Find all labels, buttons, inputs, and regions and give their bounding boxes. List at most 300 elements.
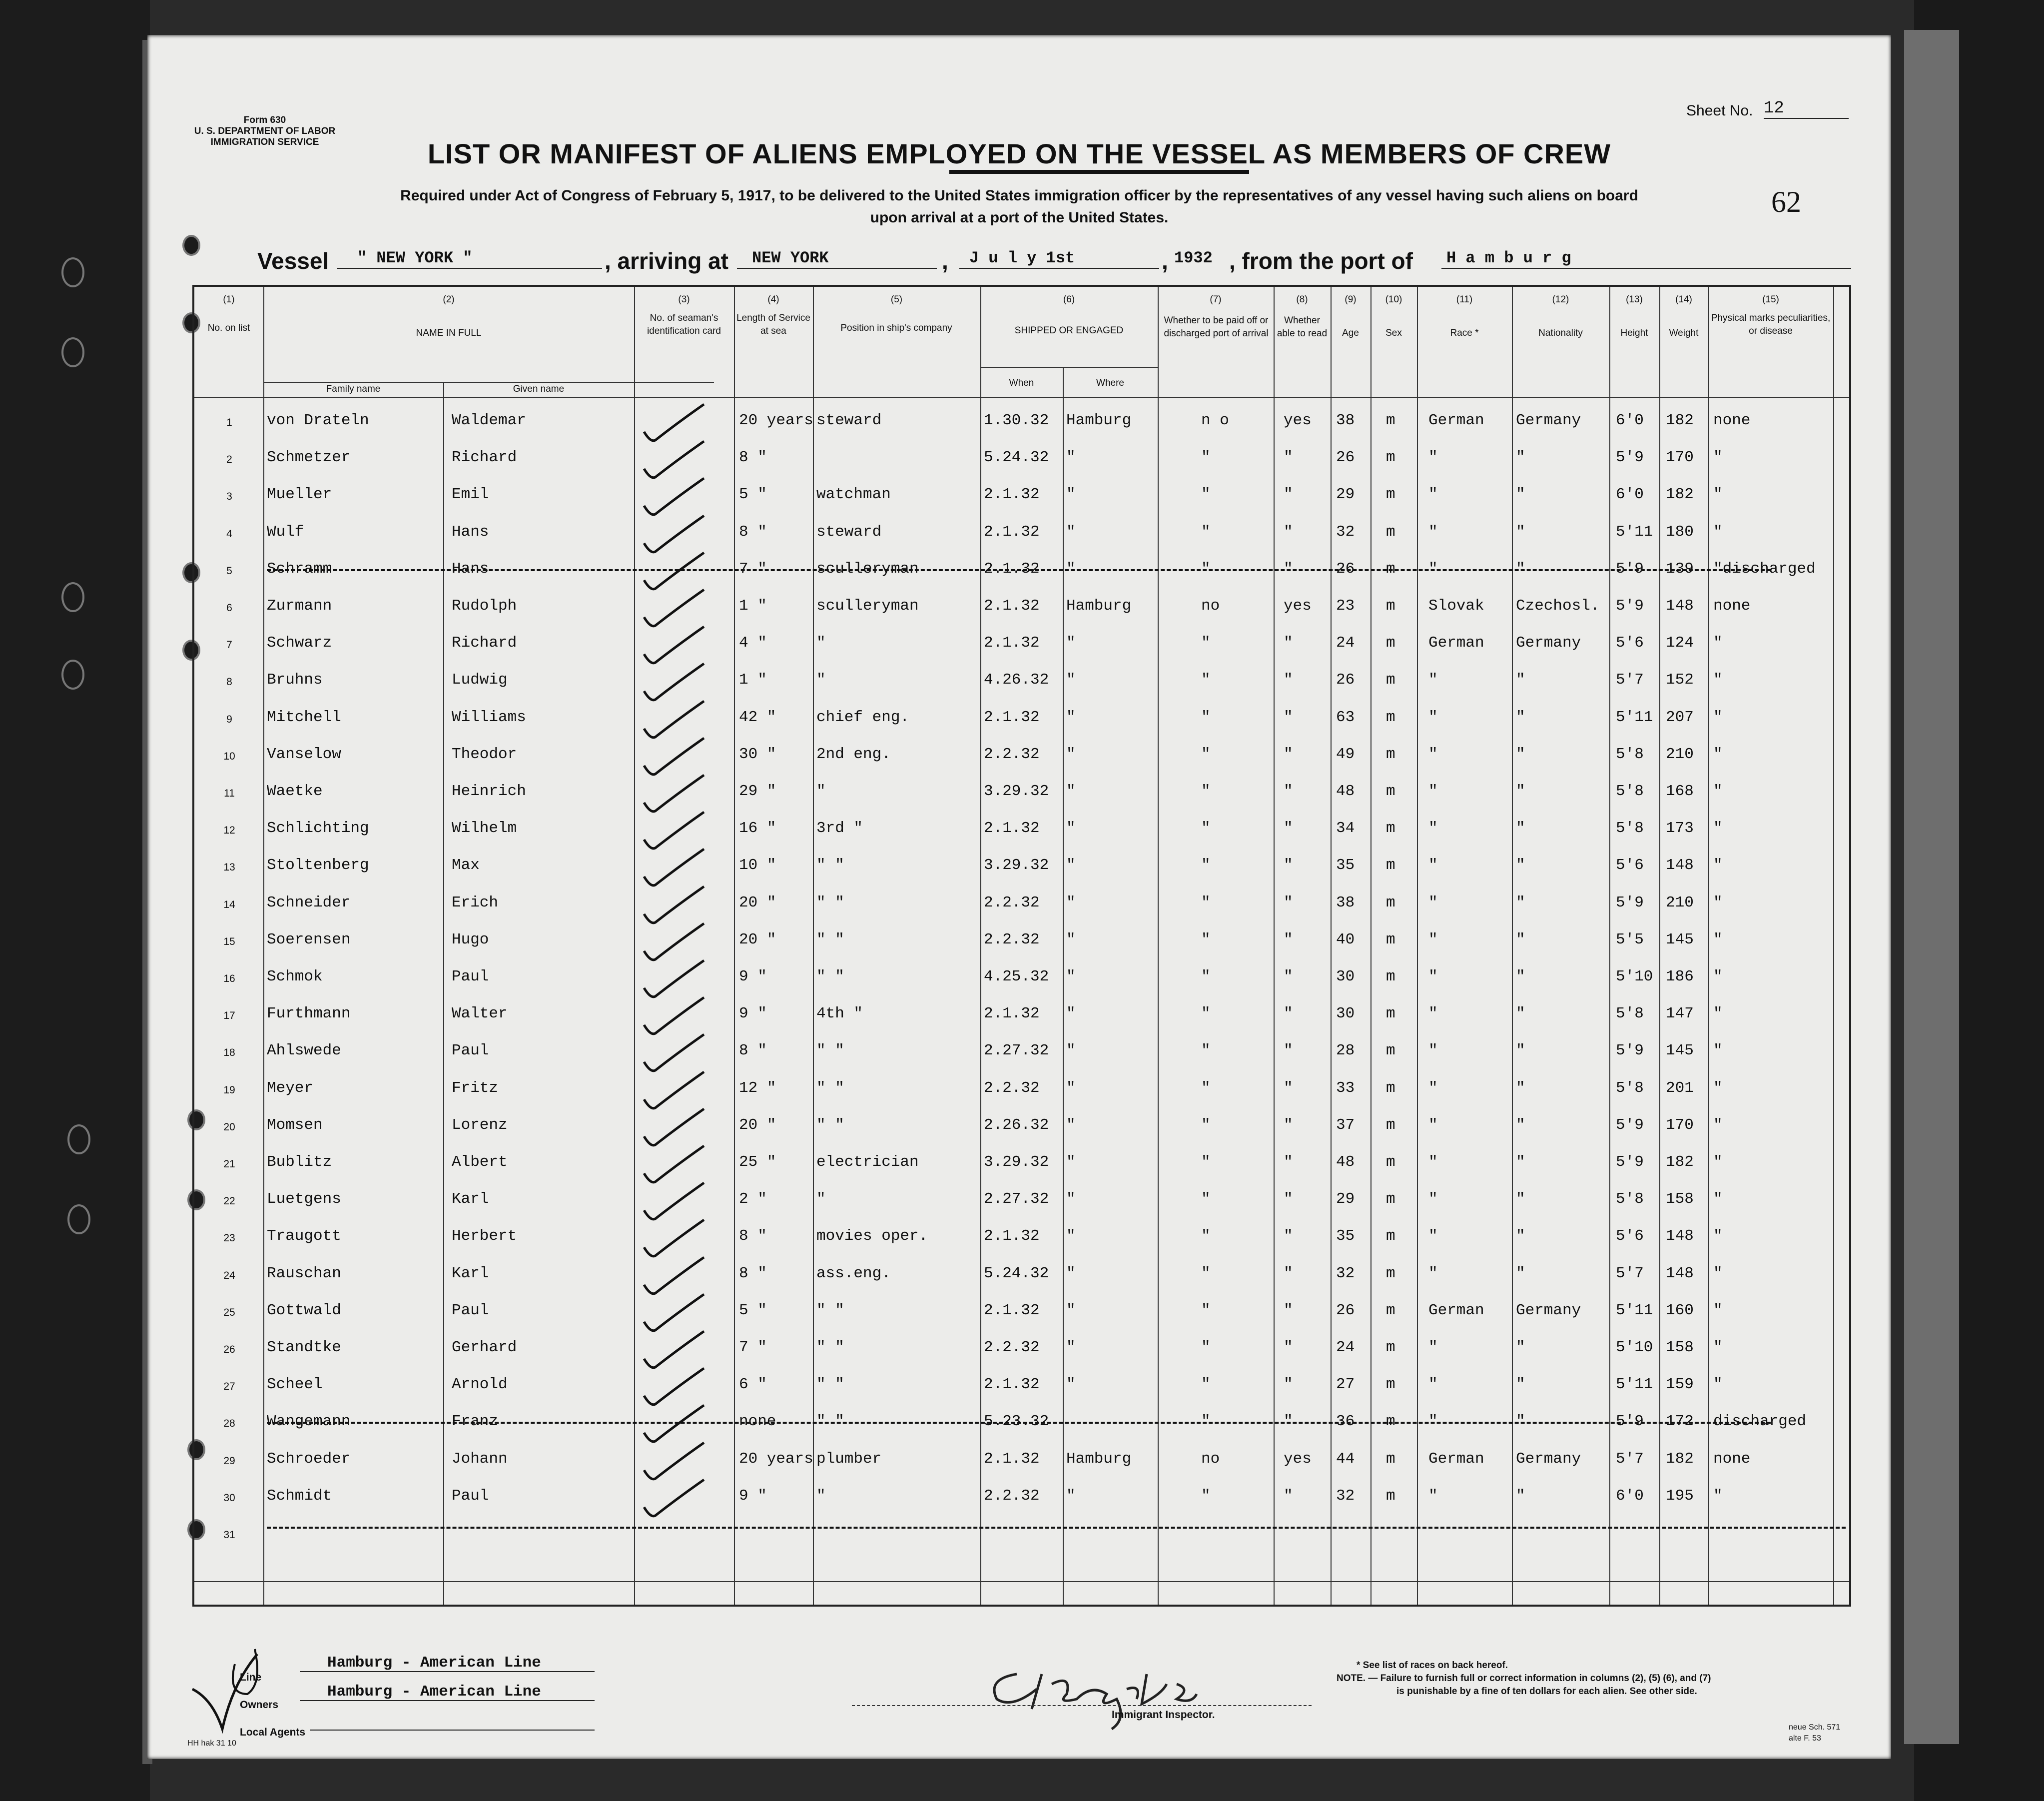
weight-cell: 182 xyxy=(1666,412,1694,429)
sex-cell: m xyxy=(1386,894,1395,911)
manifest-sheet xyxy=(147,35,1891,1759)
row-number: 24 xyxy=(223,1269,235,1281)
shipped-where-cell: " xyxy=(1066,745,1076,763)
family-name-cell: Schmetzer xyxy=(267,449,351,467)
from-port-label: , from the port of xyxy=(1229,248,1413,274)
race-cell: " xyxy=(1428,671,1438,689)
sex-cell: m xyxy=(1386,857,1395,875)
shipped-where-cell: " xyxy=(1066,1153,1076,1171)
shipped-when-cell: 2.27.32 xyxy=(984,1190,1049,1208)
col-divider xyxy=(263,287,264,1605)
sex-cell: m xyxy=(1386,968,1395,985)
family-name-cell: Scheel xyxy=(267,1376,323,1394)
family-name-cell: Schneider xyxy=(267,894,351,911)
shipped-where-cell: " xyxy=(1066,1487,1076,1505)
age-cell: 40 xyxy=(1336,930,1355,948)
weight-cell: 148 xyxy=(1666,1264,1694,1282)
height-cell: 5'11 xyxy=(1616,1301,1653,1319)
service-length-cell: 20 years xyxy=(739,412,813,429)
height-cell: 5'8 xyxy=(1616,820,1644,838)
col-divider xyxy=(1331,287,1332,1605)
race-cell: " xyxy=(1428,1116,1438,1134)
nationality-cell: " xyxy=(1516,1339,1525,1356)
sex-cell: m xyxy=(1386,1153,1395,1171)
shipped-when-cell: 2.2.32 xyxy=(984,894,1040,911)
arrival-date: J u l y 1st xyxy=(959,249,1159,269)
family-name-cell: Schmok xyxy=(267,968,323,985)
given-name-cell: Emil xyxy=(452,486,489,504)
weight-cell: 201 xyxy=(1666,1079,1694,1097)
sex-cell: m xyxy=(1386,1005,1395,1023)
weight-cell: 145 xyxy=(1666,930,1694,948)
binder-hole xyxy=(61,660,84,690)
physical-marks-cell: " xyxy=(1713,1153,1723,1171)
col-number: (13) xyxy=(1626,294,1643,305)
header-id-card: No. of seaman's identification card xyxy=(647,313,721,336)
family-name-cell: von Drateln xyxy=(267,412,369,429)
header-height: Height xyxy=(1620,328,1648,338)
col-divider xyxy=(1158,287,1159,1605)
given-name-cell: Hans xyxy=(452,560,489,578)
given-name-cell: Hugo xyxy=(452,930,489,948)
given-name-cell: Karl xyxy=(452,1264,489,1282)
position-cell: " " xyxy=(816,968,844,985)
physical-marks-cell: " xyxy=(1713,1042,1723,1060)
col-number: (3) xyxy=(678,294,690,305)
header-family-name: Family name xyxy=(326,384,381,394)
height-cell: 5'6 xyxy=(1616,1227,1644,1245)
paid-off-cell: " xyxy=(1201,560,1211,578)
given-name-cell: Paul xyxy=(452,1042,489,1060)
col-divider xyxy=(443,382,444,1605)
age-cell: 26 xyxy=(1336,671,1355,689)
race-cell: " xyxy=(1428,1042,1438,1060)
paid-off-cell: " xyxy=(1201,1153,1211,1171)
local-agents-value xyxy=(310,1712,595,1731)
nationality-cell: " xyxy=(1516,1116,1525,1134)
physical-marks-cell: discharged xyxy=(1713,1413,1807,1431)
closing-dash-line xyxy=(267,1527,1846,1529)
shipped-where-cell: " xyxy=(1066,894,1076,911)
shipped-where-cell: " xyxy=(1066,1376,1076,1394)
family-name-cell: Bruhns xyxy=(267,671,323,689)
col-divider xyxy=(1417,287,1418,1605)
age-cell: 30 xyxy=(1336,968,1355,985)
shipped-when-cell: 2.2.32 xyxy=(984,1079,1040,1097)
service-length-cell: 2 " xyxy=(739,1190,767,1208)
position-cell: " " xyxy=(816,930,844,948)
able-to-read-cell: " xyxy=(1284,1005,1293,1023)
strike-through-line xyxy=(267,1422,1771,1424)
able-to-read-cell: " xyxy=(1284,449,1293,467)
given-name-cell: Paul xyxy=(452,1487,489,1505)
age-cell: 28 xyxy=(1336,1042,1355,1060)
height-cell: 5'6 xyxy=(1616,634,1644,652)
race-cell: " xyxy=(1428,1376,1438,1394)
family-name-cell: Schwarz xyxy=(267,634,332,652)
handwritten-page-number: 62 xyxy=(1771,185,1801,218)
footnote-fine: is punishable by a fine of ten dollars for each alien. See other side. xyxy=(1396,1686,1697,1697)
col-divider xyxy=(1063,367,1064,1605)
family-name-cell: Traugott xyxy=(267,1227,341,1245)
binder-hole xyxy=(61,257,84,287)
age-cell: 32 xyxy=(1336,1487,1355,1505)
position-cell: watchman xyxy=(816,486,891,504)
height-cell: 5'8 xyxy=(1616,1005,1644,1023)
physical-marks-cell: " xyxy=(1713,745,1723,763)
row-number: 5 xyxy=(226,565,232,577)
sex-cell: m xyxy=(1386,820,1395,838)
header-sex: Sex xyxy=(1385,328,1402,338)
sex-cell: m xyxy=(1386,1116,1395,1134)
physical-marks-cell: " xyxy=(1713,449,1723,467)
height-cell: 5'9 xyxy=(1616,1042,1644,1060)
service-length-cell: 20 years xyxy=(739,1450,813,1468)
col-number: (7) xyxy=(1210,294,1222,305)
given-name-cell: Paul xyxy=(452,968,489,985)
shipped-when-cell: 2.2.32 xyxy=(984,1339,1040,1356)
shipped-where-cell: " xyxy=(1066,1116,1076,1134)
weight-cell: 210 xyxy=(1666,894,1694,911)
nationality-cell: " xyxy=(1516,486,1525,504)
physical-marks-cell: " xyxy=(1713,783,1723,800)
binder-hole xyxy=(67,1204,90,1234)
shipped-where-cell: " xyxy=(1066,523,1076,541)
row-number: 22 xyxy=(223,1195,235,1207)
position-cell: " xyxy=(816,783,826,800)
family-name-cell: Luetgens xyxy=(267,1190,341,1208)
service-length-cell: 25 " xyxy=(739,1153,776,1171)
physical-marks-cell: " xyxy=(1713,523,1723,541)
age-cell: 37 xyxy=(1336,1116,1355,1134)
owners-label: Owners xyxy=(240,1699,279,1711)
paid-off-cell: " xyxy=(1201,634,1211,652)
shipped-where-cell: " xyxy=(1066,1079,1076,1097)
title-underline xyxy=(949,170,1249,174)
paid-off-cell: " xyxy=(1201,745,1211,763)
nationality-cell: " xyxy=(1516,745,1525,763)
height-cell: 5'9 xyxy=(1616,1413,1644,1431)
col-number: (4) xyxy=(767,294,779,305)
service-length-cell: 5 " xyxy=(739,1301,767,1319)
paid-off-cell: " xyxy=(1201,1190,1211,1208)
shipped-when-cell: 2.1.32 xyxy=(984,1450,1040,1468)
paid-off-cell: " xyxy=(1201,857,1211,875)
paid-off-cell: no xyxy=(1201,1450,1220,1468)
shipped-where-cell: " xyxy=(1066,1042,1076,1060)
age-cell: 48 xyxy=(1336,1153,1355,1171)
family-name-cell: Mueller xyxy=(267,486,332,504)
given-name-cell: Williams xyxy=(452,708,526,726)
age-cell: 35 xyxy=(1336,857,1355,875)
height-cell: 5'7 xyxy=(1616,671,1644,689)
shipped-when-cell: 3.29.32 xyxy=(984,857,1049,875)
row-number: 27 xyxy=(223,1381,235,1393)
service-length-cell: 16 " xyxy=(739,820,776,838)
weight-cell: 210 xyxy=(1666,745,1694,763)
height-cell: 5'10 xyxy=(1616,1339,1653,1356)
page-title: LIST OR MANIFEST OF ALIENS EMPLOYED ON THE VESSEL AS MEMBERS OF CREW xyxy=(427,138,1611,169)
physical-marks-cell: none xyxy=(1713,1450,1751,1468)
col-number: (11) xyxy=(1456,294,1473,305)
family-name-cell: Ahlswede xyxy=(267,1042,341,1060)
paid-off-cell: " xyxy=(1201,894,1211,911)
height-cell: 5'9 xyxy=(1616,894,1644,911)
shipped-where-cell: " xyxy=(1066,857,1076,875)
weight-cell: 148 xyxy=(1666,1227,1694,1245)
service-length-cell: 10 " xyxy=(739,857,776,875)
service-length-cell: 20 " xyxy=(739,1116,776,1134)
shipped-where-cell: " xyxy=(1066,783,1076,800)
paid-off-cell: " xyxy=(1201,968,1211,985)
sex-cell: m xyxy=(1386,708,1395,726)
given-name-cell: Wilhelm xyxy=(452,820,517,838)
position-cell: " xyxy=(816,1190,826,1208)
age-cell: 30 xyxy=(1336,1005,1355,1023)
paid-off-cell: " xyxy=(1201,1413,1211,1431)
binder-hole xyxy=(67,1124,90,1154)
service-length-cell: none xyxy=(739,1413,776,1431)
weight-cell: 168 xyxy=(1666,783,1694,800)
header-given-name: Given name xyxy=(513,384,565,394)
nationality-cell: " xyxy=(1516,894,1525,911)
race-cell: " xyxy=(1428,449,1438,467)
sheet-number-label: Sheet No. xyxy=(1686,102,1753,119)
able-to-read-cell: " xyxy=(1284,634,1293,652)
header-physical-marks: Physical marks peculiarities, or disease xyxy=(1711,313,1831,336)
age-cell: 63 xyxy=(1336,708,1355,726)
shipped-when-cell: 5.24.32 xyxy=(984,1264,1049,1282)
shipped-when-cell: 2.1.32 xyxy=(984,523,1040,541)
family-name-cell: Schroeder xyxy=(267,1450,351,1468)
height-cell: 5'9 xyxy=(1616,560,1644,578)
given-name-cell: Karl xyxy=(452,1190,489,1208)
race-cell: " xyxy=(1428,708,1438,726)
weight-cell: 152 xyxy=(1666,671,1694,689)
age-cell: 48 xyxy=(1336,783,1355,800)
race-cell: " xyxy=(1428,968,1438,985)
race-cell: German xyxy=(1428,634,1484,652)
family-name-cell: Waetke xyxy=(267,783,323,800)
binder-hole xyxy=(61,582,84,612)
race-cell: Slovak xyxy=(1428,597,1484,615)
physical-marks-cell: " xyxy=(1713,1005,1723,1023)
signature-line xyxy=(852,1705,1312,1706)
sex-cell: m xyxy=(1386,523,1395,541)
position-cell: 3rd " xyxy=(816,820,863,838)
col-number: (10) xyxy=(1385,294,1402,305)
weight-cell: 147 xyxy=(1666,1005,1694,1023)
physical-marks-cell: "discharged xyxy=(1713,560,1816,578)
row-number: 11 xyxy=(224,788,235,799)
shipped-where-cell: Hamburg xyxy=(1066,597,1132,615)
given-name-cell: Theodor xyxy=(452,745,517,763)
header-able-read: Whether able to read xyxy=(1277,315,1328,339)
position-cell: " " xyxy=(816,894,844,911)
race-cell: " xyxy=(1428,857,1438,875)
vessel-label: Vessel xyxy=(257,248,329,274)
footnote xyxy=(1337,1659,1836,1698)
subtitle xyxy=(297,185,1741,229)
weight-cell: 172 xyxy=(1666,1413,1694,1431)
position-cell: " xyxy=(816,671,826,689)
physical-marks-cell: " xyxy=(1713,1190,1723,1208)
from-port: H a m b u r g xyxy=(1441,249,1851,269)
position-cell: steward xyxy=(816,523,882,541)
row-number: 23 xyxy=(223,1232,235,1244)
race-cell: " xyxy=(1428,560,1438,578)
col-number: (15) xyxy=(1762,294,1779,305)
physical-marks-cell: " xyxy=(1713,1079,1723,1097)
subtitle-line-1: Required under Act of Congress of February 5, 1917, to be delivered to the United States immigration officer by the representatives of any vessel having such aliens on board xyxy=(400,187,1638,204)
able-to-read-cell: " xyxy=(1284,968,1293,985)
col-divider xyxy=(1512,287,1513,1605)
paid-off-cell: n o xyxy=(1201,412,1229,429)
paid-off-cell: " xyxy=(1201,820,1211,838)
weight-cell: 182 xyxy=(1666,486,1694,504)
age-cell: 32 xyxy=(1336,523,1355,541)
physical-marks-cell: " xyxy=(1713,634,1723,652)
header-position: Position in ship's company xyxy=(840,323,952,333)
able-to-read-cell: " xyxy=(1284,1487,1293,1505)
family-name-cell: Soerensen xyxy=(267,930,351,948)
nationality-cell: " xyxy=(1516,560,1525,578)
able-to-read-cell: " xyxy=(1284,1339,1293,1356)
service-length-cell: 7 " xyxy=(739,560,767,578)
physical-marks-cell: " xyxy=(1713,671,1723,689)
header-weight: Weight xyxy=(1669,328,1699,338)
row-number: 6 xyxy=(226,602,232,614)
shipped-when-cell: 3.29.32 xyxy=(984,1153,1049,1171)
shipped-when-cell: 2.26.32 xyxy=(984,1116,1049,1134)
height-cell: 5'11 xyxy=(1616,1376,1653,1394)
weight-cell: 207 xyxy=(1666,708,1694,726)
age-cell: 36 xyxy=(1336,1413,1355,1431)
weight-cell: 159 xyxy=(1666,1376,1694,1394)
service-length-cell: 12 " xyxy=(739,1079,776,1097)
physical-marks-cell: " xyxy=(1713,1376,1723,1394)
row-number: 1 xyxy=(226,417,232,428)
able-to-read-cell: yes xyxy=(1284,597,1312,615)
nationality-cell: " xyxy=(1516,820,1525,838)
nationality-cell: " xyxy=(1516,1042,1525,1060)
row-number: 9 xyxy=(226,713,232,725)
header-name-in-full: NAME IN FULL xyxy=(416,328,482,338)
shipped-where-cell: Hamburg xyxy=(1066,412,1132,429)
weight-cell: 195 xyxy=(1666,1487,1694,1505)
height-cell: 5'6 xyxy=(1616,857,1644,875)
position-cell: 4th " xyxy=(816,1005,863,1023)
arrival-year: 1932 xyxy=(1174,249,1213,267)
weight-cell: 170 xyxy=(1666,449,1694,467)
shipped-where-cell: " xyxy=(1066,449,1076,467)
shipped-where-cell: " xyxy=(1066,634,1076,652)
height-cell: 5'8 xyxy=(1616,1079,1644,1097)
able-to-read-cell: yes xyxy=(1284,412,1312,429)
position-cell: sculleryman xyxy=(816,597,919,615)
shipped-when-cell: 4.25.32 xyxy=(984,968,1049,985)
physical-marks-cell: " xyxy=(1713,930,1723,948)
shipped-where-cell: Hamburg xyxy=(1066,1450,1132,1468)
position-cell: " " xyxy=(816,1116,844,1134)
line-value: Hamburg - American Line xyxy=(300,1654,595,1672)
age-cell: 49 xyxy=(1336,745,1355,763)
header-when: When xyxy=(1009,378,1034,388)
shipped-when-cell: 2.1.32 xyxy=(984,560,1040,578)
shipped-where-cell: " xyxy=(1066,1190,1076,1208)
race-cell: German xyxy=(1428,412,1484,429)
age-cell: 26 xyxy=(1336,560,1355,578)
paid-off-cell: " xyxy=(1201,449,1211,467)
shipped-when-cell: 2.1.32 xyxy=(984,708,1040,726)
able-to-read-cell: " xyxy=(1284,783,1293,800)
position-cell: movies oper. xyxy=(816,1227,928,1245)
service-length-cell: 20 " xyxy=(739,894,776,911)
paid-off-cell: " xyxy=(1201,930,1211,948)
service-length-cell: 8 " xyxy=(739,523,767,541)
physical-marks-cell: " xyxy=(1713,820,1723,838)
header-age: Age xyxy=(1342,328,1359,338)
able-to-read-cell: " xyxy=(1284,745,1293,763)
given-name-cell: Albert xyxy=(452,1153,508,1171)
given-name-cell: Herbert xyxy=(452,1227,517,1245)
sheet-punch-hole xyxy=(182,235,200,256)
height-cell: 5'7 xyxy=(1616,1450,1644,1468)
physical-marks-cell: " xyxy=(1713,1116,1723,1134)
physical-marks-cell: " xyxy=(1713,708,1723,726)
shipped-where-cell: " xyxy=(1066,1301,1076,1319)
row-number: 15 xyxy=(223,935,235,947)
comma-separator: , xyxy=(1162,248,1168,274)
line-label: Line xyxy=(240,1672,262,1683)
sex-cell: m xyxy=(1386,1376,1395,1394)
height-cell: 5'5 xyxy=(1616,930,1644,948)
paid-off-cell: " xyxy=(1201,1005,1211,1023)
family-name-cell: Furthmann xyxy=(267,1005,351,1023)
shipped-when-cell: 4.26.32 xyxy=(984,671,1049,689)
row-number: 3 xyxy=(226,491,232,503)
service-length-cell: 8 " xyxy=(739,449,767,467)
physical-marks-cell: " xyxy=(1713,486,1723,504)
paid-off-cell: " xyxy=(1201,1339,1211,1356)
physical-marks-cell: none xyxy=(1713,597,1751,615)
service-name: IMMIGRATION SERVICE xyxy=(210,137,319,147)
family-name-cell: Mitchell xyxy=(267,708,341,726)
row-number: 13 xyxy=(223,862,235,874)
schedule-old: alte F. 53 xyxy=(1789,1734,1821,1743)
sex-cell: m xyxy=(1386,560,1395,578)
service-length-cell: 8 " xyxy=(739,1264,767,1282)
given-name-cell: Heinrich xyxy=(452,783,526,800)
service-length-cell: 9 " xyxy=(739,968,767,985)
header-shipped-engaged: SHIPPED OR ENGAGED xyxy=(1014,325,1124,336)
race-cell: " xyxy=(1428,930,1438,948)
weight-cell: 186 xyxy=(1666,968,1694,985)
able-to-read-cell: " xyxy=(1284,894,1293,911)
position-cell: 2nd eng. xyxy=(816,745,891,763)
nationality-cell: " xyxy=(1516,708,1525,726)
service-length-cell: 30 " xyxy=(739,745,776,763)
given-name-cell: Fritz xyxy=(452,1079,499,1097)
strike-through-line xyxy=(267,569,1771,571)
given-name-cell: Franz xyxy=(452,1413,499,1431)
row-number: 31 xyxy=(223,1529,235,1541)
sex-cell: m xyxy=(1386,412,1395,429)
footnote-note: NOTE. — Failure to furnish full or correct information in columns (2), (5) (6), and (7) xyxy=(1337,1673,1711,1684)
col-number: (6) xyxy=(1063,294,1075,305)
col-divider xyxy=(1708,287,1709,1605)
race-cell: " xyxy=(1428,1264,1438,1282)
